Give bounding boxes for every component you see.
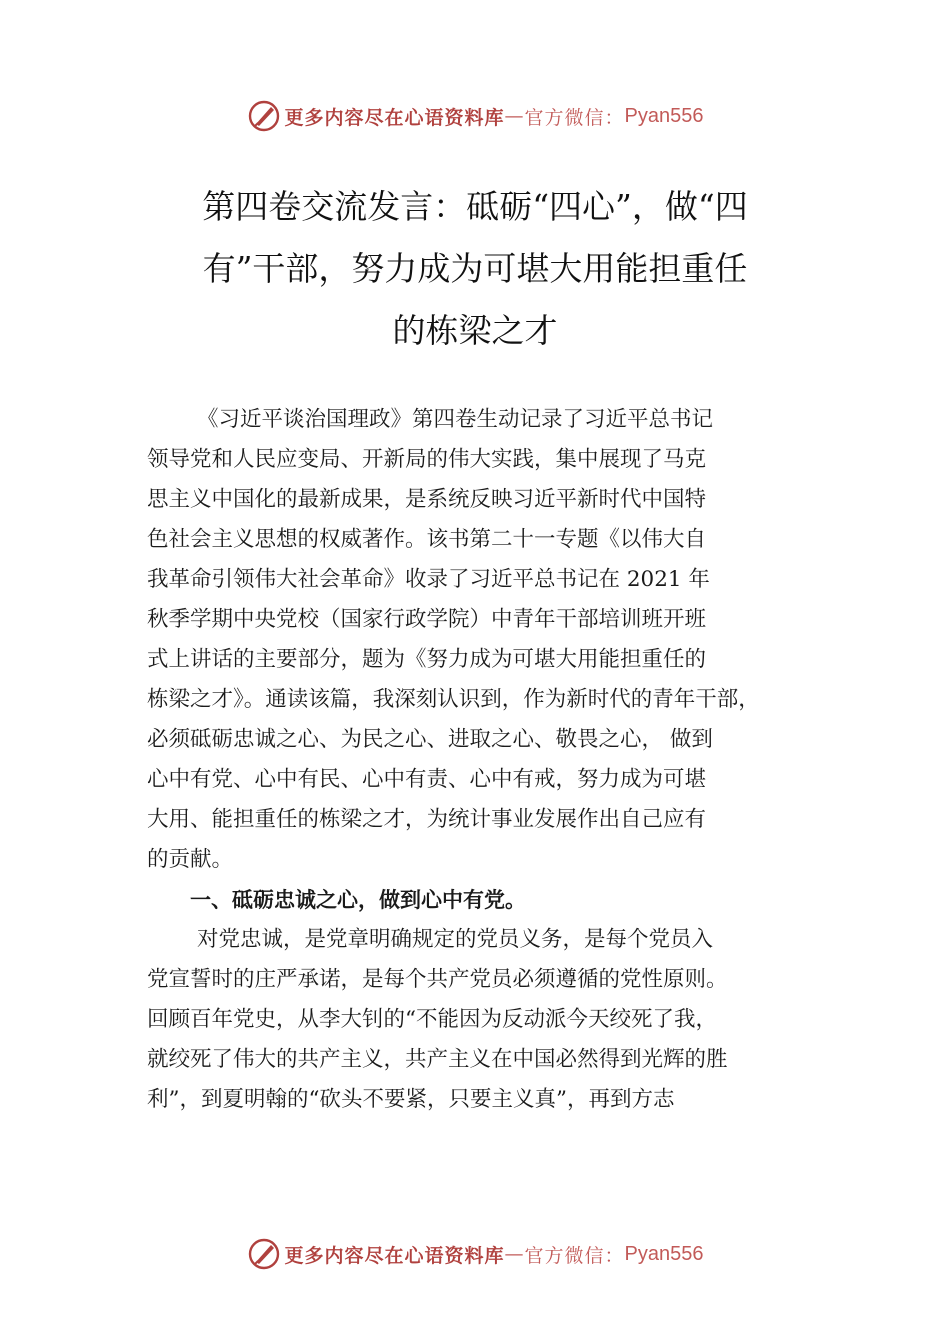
- section-heading: 一、砥砺忠诚之心，做到心中有党。: [190, 888, 526, 912]
- banner-brand-text: 更多内容尽在心语资料库: [284, 106, 505, 129]
- paragraph-line: 就绞死了伟大的共产主义，共产主义在中国必然得到光辉的胜: [147, 1047, 728, 1072]
- paragraph-line: 必须砥砺忠诚之心、为民之心、进取之心、敬畏之心， 做到: [147, 727, 713, 752]
- paragraph-line: 《习近平谈治国理政》第四卷生动记录了习近平总书记: [197, 407, 714, 432]
- title-line: 的栋梁之才: [392, 311, 558, 350]
- banner-separator: —: [504, 1243, 525, 1265]
- banner-wechat-label: 官方微信：: [524, 106, 625, 129]
- quill-pen-icon: [247, 1237, 281, 1271]
- paragraph-line: 大用、能担重任的栋梁之才，为统计事业发展作出自己应有: [147, 807, 707, 832]
- paragraph-line: 我革命引领伟大社会革命》收录了习近平总书记在 2021 年: [147, 567, 710, 592]
- paragraph-line: 思主义中国化的最新成果，是系统反映习近平新时代中国特: [147, 487, 707, 512]
- paragraph-line: 秋季学期中央党校（国家行政学院）中青年干部培训班开班: [147, 607, 707, 632]
- paragraph-line: 栋梁之才》。通读该篇，我深刻认识到，作为新时代的青年干部，: [147, 687, 760, 712]
- header-watermark-banner: [0, 96, 950, 136]
- banner-brand-text: 更多内容尽在心语资料库: [284, 1244, 505, 1267]
- title-line: 第四卷交流发言：砥砺“四心”，做“四: [202, 187, 748, 226]
- paragraph-line: 式上讲话的主要部分，题为《努力成为可堪大用能担重任的: [147, 647, 707, 672]
- document-body: [147, 400, 847, 1120]
- banner-wechat-handle: Pyan556: [624, 1242, 704, 1265]
- footer-watermark-banner: [0, 1234, 950, 1274]
- paragraph-line: 党宣誓时的庄严承诺，是每个共产党员必须遵循的党性原则。: [147, 967, 728, 992]
- banner-wechat-label: 官方微信：: [524, 1244, 625, 1267]
- paragraph-line: 领导党和人民应变局、开新局的伟大实践，集中展现了马克: [147, 447, 707, 472]
- banner-wechat-handle: Pyan556: [624, 104, 704, 127]
- paragraph-line: 色社会主义思想的权威著作。该书第二十一专题《以伟大自: [147, 527, 707, 552]
- title-line: 有”干部，努力成为可堪大用能担重任: [202, 249, 748, 288]
- paragraph-line: 回顾百年党史，从李大钊的“不能因为反动派今天绞死了我，: [147, 1007, 717, 1032]
- paragraph-line: 对党忠诚，是党章明确规定的党员义务，是每个党员入: [197, 927, 714, 952]
- paragraph-line: 心中有党、心中有民、心中有责、心中有戒，努力成为可堪: [147, 767, 707, 792]
- paragraph-line: 利”，到夏明翰的“砍头不要紧，只要主义真”，再到方志: [147, 1087, 675, 1112]
- document-title: [130, 176, 820, 362]
- quill-pen-icon: [247, 99, 281, 133]
- banner-separator: —: [504, 105, 525, 127]
- paragraph-line: 的贡献。: [147, 847, 234, 872]
